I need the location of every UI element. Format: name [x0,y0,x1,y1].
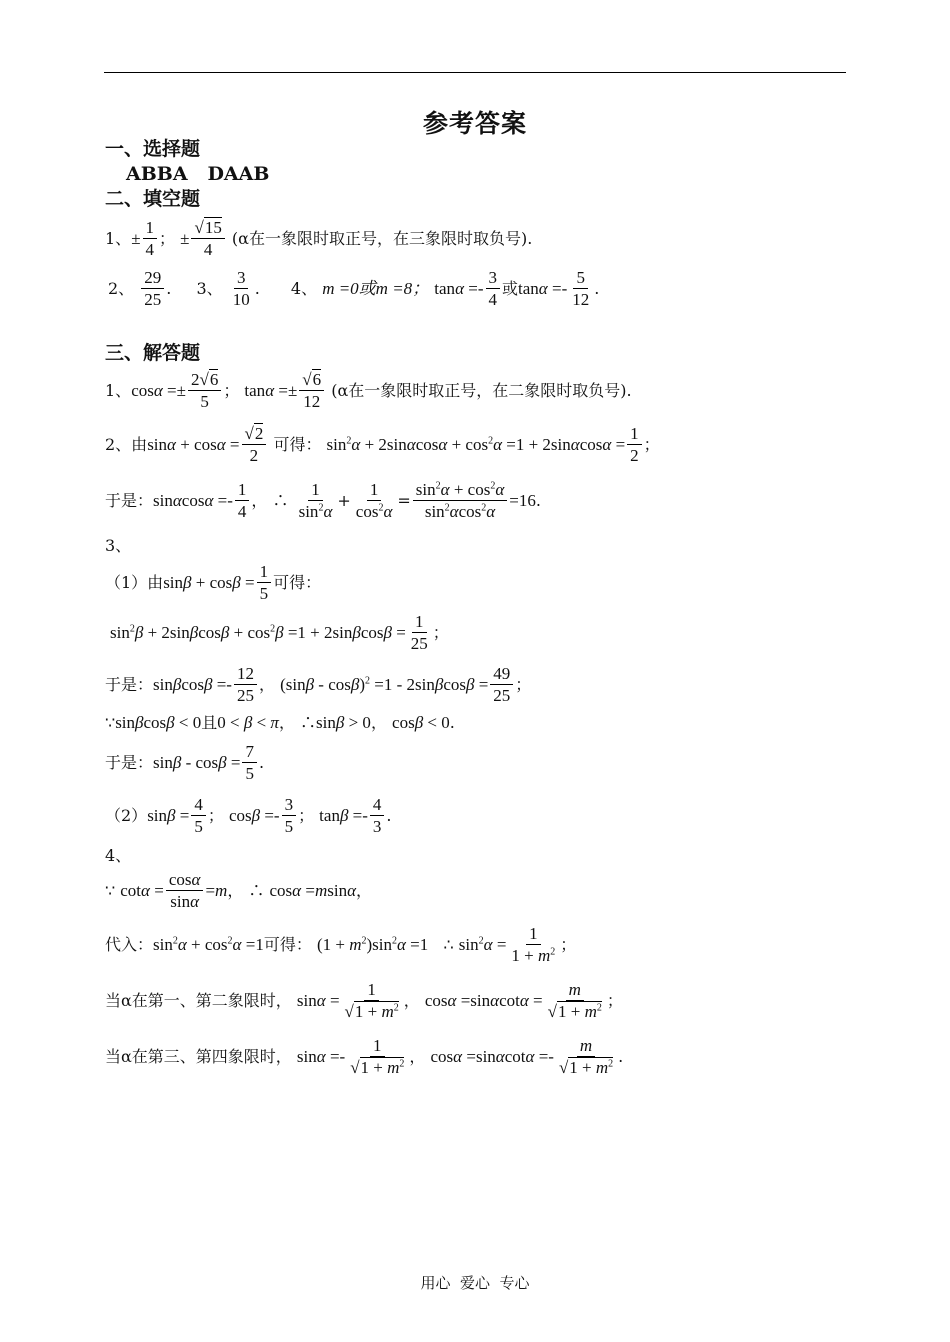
section-heading-solve: 三、解答题 [105,342,201,364]
solve-answer-3-expand: $\sin^2\beta + 2\sin\beta\cos\beta + \cos^2\beta =1 + 2\sin\beta\cos\beta$ = $\frac{1}{25}$ ； [110,612,449,654]
q4-label: 4、 [290,278,318,298]
solve-answer-3-so1: 于是：sinβcosβ =- $\frac{12}{25}$ ， (sinβ - cosβ)$^2$ =1 - 2sinβcosβ = $\frac{49}{25}$ ； [105,664,532,706]
solve-answer-3-so2: 于是：sinβ - cosβ = $\frac{7}{5}$ . [105,742,265,784]
q3-num: 3 [234,268,249,289]
fill-answer-2-4: 2、 $\frac{29}{25}$ . 3、 $\frac{3}{10}$ . 4、 m =0或m =8； tanα =- $\frac{3}{4}$ 或tanα =- $\frac{5}{12}$ . [108,268,600,310]
q3-den: 10 [232,290,250,310]
a2-prefix: 2、由 [105,434,148,454]
because-symbol: ∵ [105,713,116,732]
fill-answer-1: 1、± $\frac{1}{4}$ ； ± $\frac{√15}{4}$ (α在一象限时取正号，在三象限时取负号). [105,218,533,260]
a4-sub: 代入： [105,934,154,954]
page-footer: 用心 爱心 专心 [420,1274,530,1292]
a4-q34: 当α在第三、第四象限时， [105,1046,292,1066]
top-rule [104,72,846,73]
solve-answer-2: 2、由sinα + cosα = $\frac{√2}{2}$ 可得： $\sin^2\alpha + 2\sin\alpha\cos\alpha + \cos^2\alpha =1 + 2\sin\alpha\cos\alpha$ = $\frac{1}{2}$ ； [105,424,660,466]
fill-answer-1-note: (α在一象限时取正号，在三象限时取负号). [231,228,533,248]
solve-answer-4-q34: 当α在第三、第四象限时， sinα =- $\frac{1}{√1 + m^2}$ ， cosα =sinαcotα =- $\frac{m}{√1 + m^2}$ . [105,1036,624,1078]
solve-answer-3-part2: （2）sinβ = $\frac{4}{5}$ ； cosβ =- $\frac{3}{5}$ ； tanβ =- $\frac{4}{3}$ . [105,795,392,837]
solve-answer-4-sub: 代入：$\sin^2\alpha + \cos^2\alpha =1$可得： $(1 + m^2)\sin^2\alpha =1$ ∴ $\sin^2\alpha$ = $\frac{1}{1 + m^2}$ ； [105,924,577,966]
choice-answers: ABBA DAAB [126,163,270,185]
a3-p1-mid: 可得： [273,572,322,592]
a3-p2: （2） [105,805,148,825]
section-heading-fill: 二、填空题 [105,188,201,210]
a2-mid: 可得： [273,434,322,454]
solve-answer-4-q12: 当α在第一、第二象限时， sinα = $\frac{1}{√1 + m^2}$ ， cosα =sinαcotα = $\frac{m}{√1 + m^2}$ ； [105,980,623,1022]
a2-so: 于是： [105,490,154,510]
solve-answer-1: 1、cosα =± $\frac{2√6}{5}$ ； tanα =± $\frac{√6}{12}$ (α在一象限时取正号，在二象限时取负号). [105,370,632,412]
a3-and: 且 [201,713,218,732]
q2-den: 25 [144,290,162,310]
q2-label: 2、 [108,278,135,298]
q2-num: 29 [141,268,164,289]
a4-q12: 当α在第一、第二象限时， [105,990,292,1010]
solve-answer-3-label: 3、 [105,536,132,555]
solve-answer-4-label: 4、 [105,846,132,865]
a4-get: 可得： [263,934,312,954]
page-title: 参考答案 [422,109,527,138]
a3-p1: （1）由 [105,572,164,592]
solve-answer-4-cot: ∵ cotα = $\frac{\cos\alpha}{\sin\alpha}$ =m， ∴ cosα =msinα， [105,870,373,912]
section-heading-choice: 一、选择题 [105,138,201,160]
solve-answer-1-note: (α在一象限时取正号，在二象限时取负号). [331,380,632,400]
a3-so1: 于是： [105,674,154,694]
q4-text: m =0或m =8； [322,278,430,298]
solve-answer-3-part1: （1）由sinβ + cosβ = $\frac{1}{5}$ 可得： [105,562,322,604]
a3-so2: 于是： [105,752,154,772]
solve-answer-3-because: ∵sinβcosβ < 0且0 < β < π， ∴sinβ > 0， cosβ < 0. [105,713,455,732]
q3-label: 3、 [196,278,223,298]
solve-answer-2-result: 于是：sinαcosα =- $\frac{1}{4}$ ， ∴ $\frac{1}{\sin^2\alpha}$ + $\frac{1}{\cos^2\alpha}$ = $\frac{\sin^2\alpha + \cos^2\alpha}{\sin^2\alpha\cos^2\alpha}$ =16. [105,480,541,522]
